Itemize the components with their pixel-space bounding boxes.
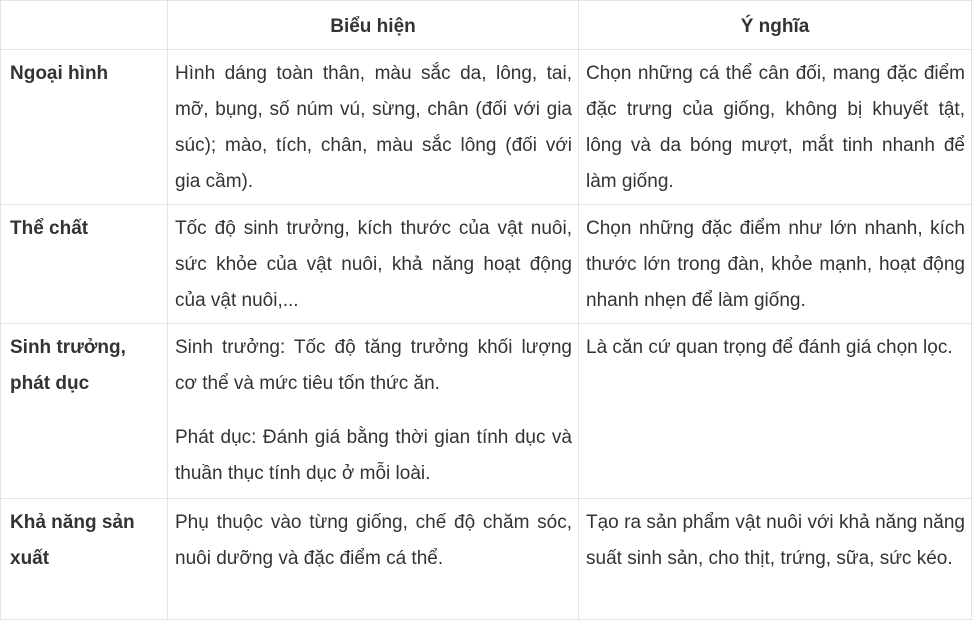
table-row	[1, 324, 972, 499]
row-criterion: Khả năng sản xuất	[1, 499, 168, 620]
row-manifestation	[168, 324, 579, 499]
row-criterion: Sinh trưởng, phát dục	[1, 324, 168, 499]
row-criterion: Thể chất	[1, 205, 168, 324]
manifestation-paragraph: Phụ thuộc vào từng giống, chế độ chăm sóc, nuôi dưỡng và đặc điểm cá thể.	[175, 512, 572, 569]
row-meaning: Tạo ra sản phẩm vật nuôi với khả năng năng suất sinh sản, cho thịt, trứng, sữa, sức kéo.	[579, 499, 972, 620]
row-manifestation	[168, 205, 579, 324]
header-meaning: Ý nghĩa	[579, 1, 972, 50]
table-row	[1, 205, 972, 324]
row-manifestation	[168, 50, 579, 205]
manifestation-paragraph: Hình dáng toàn thân, màu sắc da, lông, tai, mỡ, bụng, số núm vú, sừng, chân (đối với gia súc); mào, tích, chân, màu sắc lông (đối với gia cầm).	[175, 63, 572, 192]
row-meaning: Chọn những cá thể cân đối, mang đặc điểm đặc trưng của giống, không bị khuyết tật, lông và da bóng mượt, mắt tinh nhanh để làm giống.	[579, 50, 972, 205]
table-row	[1, 499, 972, 620]
manifestation-paragraph: Sinh trưởng: Tốc độ tăng trưởng khối lượng cơ thể và mức tiêu tốn thức ăn.	[175, 337, 572, 394]
row-meaning: Là căn cứ quan trọng để đánh giá chọn lọc.	[579, 324, 972, 499]
header-manifestation: Biểu hiện	[168, 1, 579, 50]
row-meaning: Chọn những đặc điểm như lớn nhanh, kích thước lớn trong đàn, khỏe mạnh, hoạt động nhanh nhẹn để làm giống.	[579, 205, 972, 324]
header-criterion	[1, 1, 168, 50]
table-row	[1, 50, 972, 205]
row-criterion: Ngoại hình	[1, 50, 168, 205]
table-header-row	[1, 1, 972, 50]
row-manifestation	[168, 499, 579, 620]
manifestation-paragraph: Tốc độ sinh trưởng, kích thước của vật nuôi, sức khỏe của vật nuôi, khả năng hoạt động của vật nuôi,...	[175, 218, 572, 311]
manifestation-paragraph: Phát dục: Đánh giá bằng thời gian tính dục và thuần thục tính dục ở mỗi loài.	[175, 427, 572, 484]
